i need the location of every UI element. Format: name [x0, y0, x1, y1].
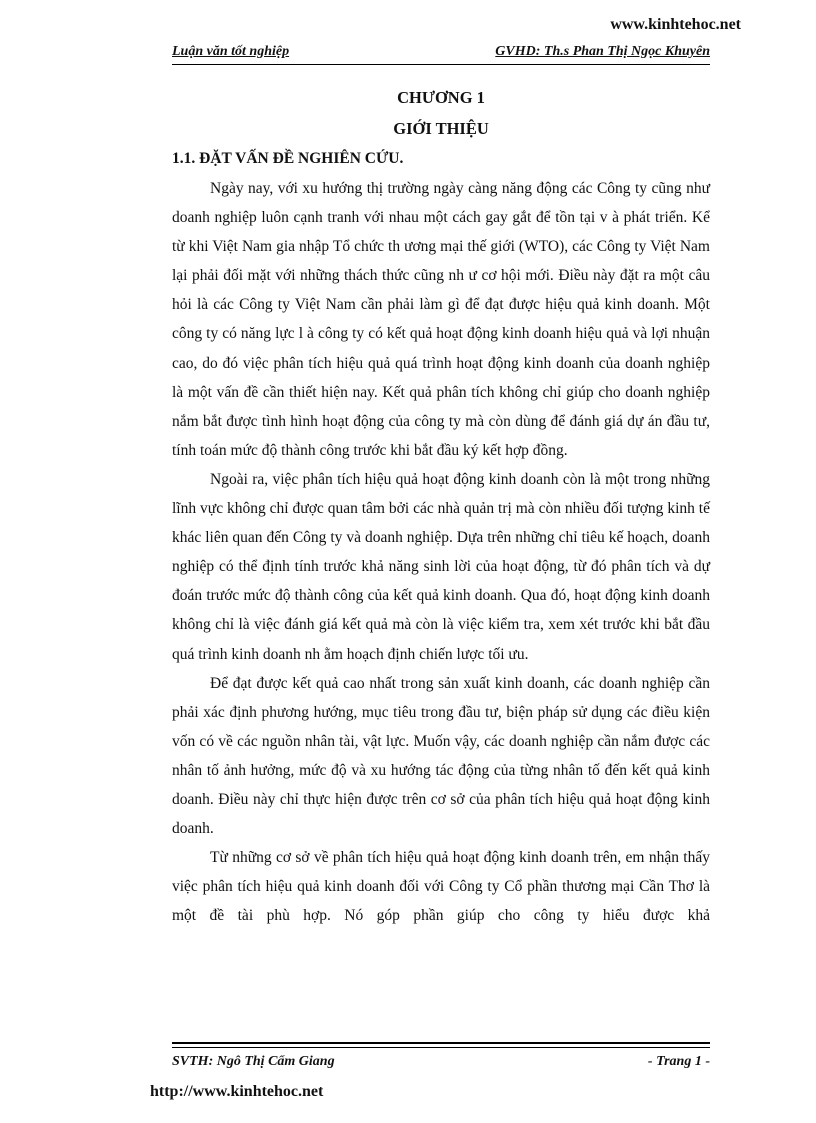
chapter-number: CHƯƠNG 1 — [397, 88, 485, 107]
page-header — [172, 44, 710, 60]
chapter-title: GIỚI THIỆU — [393, 119, 489, 138]
footer-divider-thick — [172, 1042, 710, 1044]
section-heading: 1.1. ĐẶT VẤN ĐỀ NGHIÊN CỨU. — [172, 150, 404, 167]
paragraph-3: Để đạt được kết quả cao nhất trong sản xuất kinh doanh, các doanh nghiệp cần phải xác định phương hướng, mục tiêu trong đầu tư, biện pháp sử dụng các điều kiện vốn có về các nguồn nhân tài, vật lực. Muốn vậy, các doanh nghiệp cần nắm được các nhân tố ảnh hưởng, mức độ và xu hướng tác động của từng nhân tố đến kết quả kinh doanh. Điều này chỉ thực hiện được trên cơ sở của phân tích hiệu quả hoạt động kinh doanh. — [172, 674, 710, 838]
header-advisor: GVHD: Th.s Phan Thị Ngọc Khuyên — [495, 44, 710, 59]
paragraph-4: Từ những cơ sở về phân tích hiệu quả hoạt động kinh doanh trên, em nhận thấy việc phân tích hiệu quả kinh doanh đối với Công ty Cổ phần thương mại Cần Thơ là một đề tài phù hợp. Nó góp phần giúp cho công ty hiểu được khả — [172, 849, 710, 925]
paragraph-1: Ngày nay, với xu hướng thị trường ngày càng năng động các Công ty cũng như doanh nghiệp luôn cạnh tranh với nhau một cách gay gắt để tồn tại v à phát triển. Kể từ khi Việt Nam gia nhập Tổ chức th ương mại thế giới (WTO), các Công ty Việt Nam lại phải đối mặt với những thách thức cũng nh ư cơ hội mới. Điều này đặt ra một câu hỏi là các Công ty Việt Nam cần phải làm gì để đạt được hiệu quả kinh doanh. Một công ty có năng lực l à công ty có kết quả hoạt động kinh doanh hiệu quả và lợi nhuận cao, do đó việc phân tích hiệu quả quá trình hoạt động kinh doanh của doanh nghiệp là một vấn đề cần thiết hiện nay. Kết quả phân tích không chỉ giúp cho doanh nghiệp nắm bắt được tình hình hoạt động của công ty mà còn dùng để đánh giá dự án đầu tư, tính toán mức độ thành công trước khi bắt đầu ký kết hợp đồng. — [172, 180, 710, 459]
header-divider — [172, 64, 710, 65]
footer-divider-thin — [172, 1047, 710, 1048]
footer-page-number: - Trang 1 - — [647, 1054, 710, 1069]
paragraph-2: Ngoài ra, việc phân tích hiệu quả hoạt động kinh doanh còn là một trong những lĩnh vực không chỉ được quan tâm bởi các nhà quản trị mà còn nhiều đối tượng kinh tế khác liên quan đến Công ty và doanh nghiệp. Dựa trên những chỉ tiêu kế hoạch, doanh nghiệp có thể định tính trước khả năng sinh lời của hoạt động, từ đó phân tích và dự đoán trước mức độ thành công của kết quả kinh doanh. Qua đó, hoạt động kinh doanh không chỉ là việc đánh giá kết quả mà còn là việc kiểm tra, xem xét trước khi bắt đầu quá trình kinh doanh nh ằm hoạch định chiến lược tối ưu. — [172, 470, 710, 663]
site-watermark-top: www.kinhtehoc.net — [610, 16, 741, 33]
footer-student: SVTH: Ngô Thị Cẩm Giang — [172, 1054, 335, 1069]
body-text — [172, 174, 710, 930]
header-thesis-label: Luận văn tốt nghiệp — [172, 44, 290, 59]
site-watermark-bottom: http://www.kinhtehoc.net — [150, 1083, 324, 1100]
page-footer — [172, 1054, 710, 1070]
